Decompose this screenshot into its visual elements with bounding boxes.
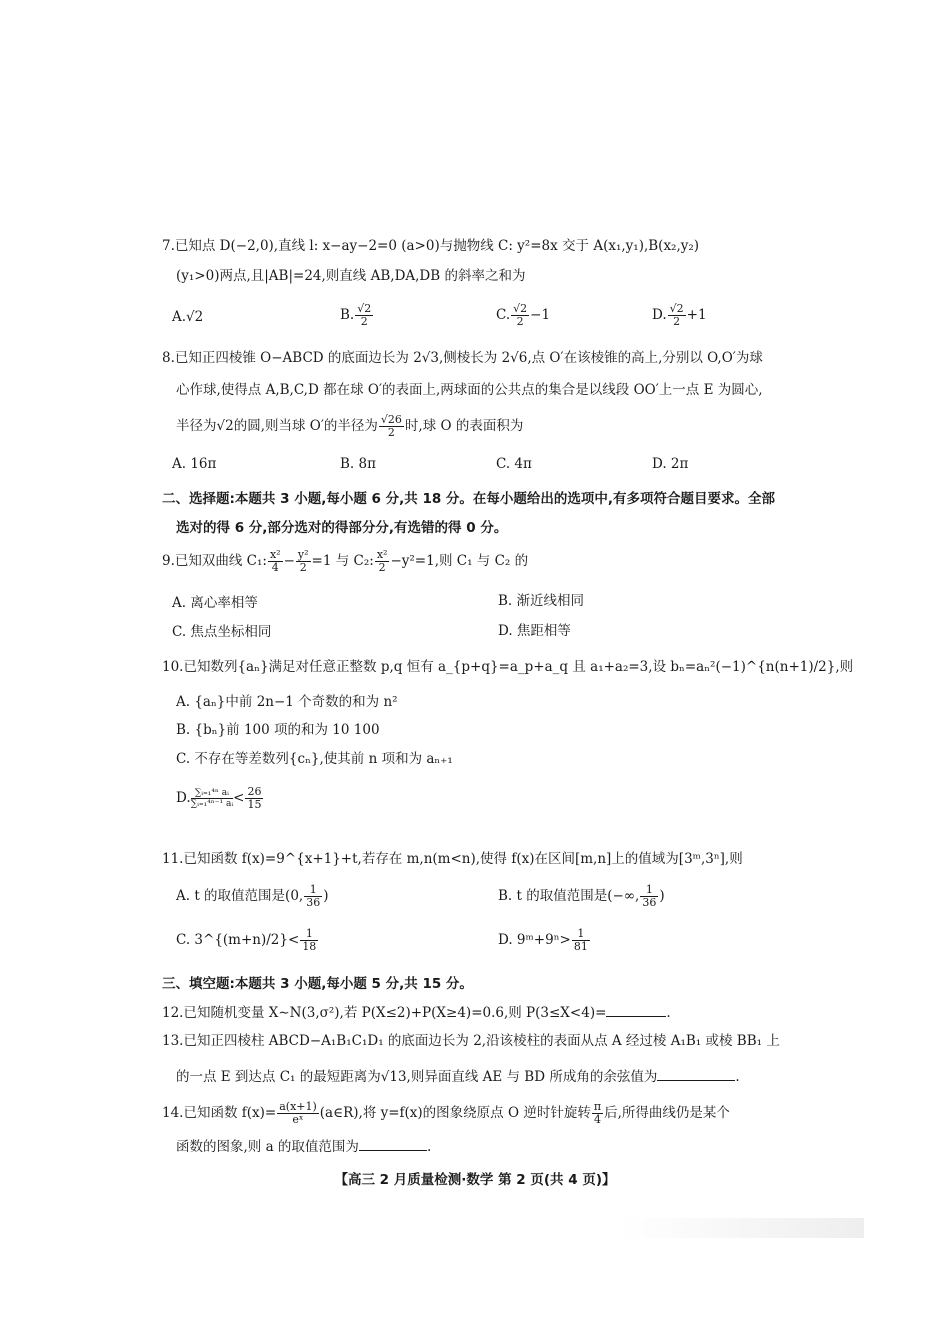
q9-frac-1: $\frac{\text{x²}}{4}$ (269, 548, 281, 574)
q9-option-c: C. 焦点坐标相同 (172, 624, 272, 640)
q9-frac-3: $\frac{\text{x²}}{2}$ (376, 548, 388, 574)
scan-shadow (620, 1218, 864, 1238)
q13-line2: 的一点 E 到达点 C₁ 的最短距离为√13,则异面直线 AE 与 BD 所成角的余弦值为 . (176, 1066, 816, 1086)
q7-d-fraction: $\frac{√2}{2}$ (669, 302, 684, 328)
q8-line3: 半径为√2的圆,则当球 O′的半径为 $\frac{√26}{2}$ 时,球 O 的表面积为 (176, 413, 524, 439)
section-3-header: 三、填空题:本题共 3 小题,每小题 5 分,共 15 分。 (162, 976, 473, 992)
q11-option-a: A. t 的取值范围是(0, $\frac{1}{36}$ ) (176, 883, 329, 909)
q7-c-label: C. (496, 307, 511, 323)
q10-option-b: B. {bₙ}前 100 项的和为 10 100 (176, 722, 380, 738)
q14-line2: 函数的图象,则 a 的取值范围为 . (176, 1136, 816, 1156)
q11-option-d: D. 9ᵐ+9ⁿ> $\frac{1}{81}$ (498, 927, 588, 953)
q7-option-b (340, 303, 374, 328)
section-2-header-line1: 二、选择题:本题共 3 小题,每小题 6 分,共 18 分。在每小题给出的选项中,有多项符合题目要求。全部 (162, 491, 776, 507)
q12-stem: 12.已知随机变量 X∼N(3,σ²),若 P(X≤2)+P(X≥4)=0.6,则 P(3≤X<4)= . (162, 1002, 802, 1022)
q8-radius-fraction: $\frac{√26}{2}$ (380, 413, 402, 439)
q11-option-b: B. t 的取值范围是(−∞, $\frac{1}{36}$ ) (498, 883, 665, 909)
page-footer: 【高三 2 月质量检测·数学 第 2 页(共 4 页)】 (334, 1172, 616, 1188)
q7-b-fraction: $\frac{√2}{2}$ (357, 302, 372, 328)
q10-stem: 10.已知数列{aₙ}满足对任意正整数 p,q 恒有 a_{p+q}=a_p+a_q 且 a₁+a₂=3,设 bₙ=aₙ²(−1)^{n(n+1)/2},则 (162, 659, 854, 675)
q14-line1: 14.已知函数 f(x)= $\frac{a(x+1)}{\text{eˣ}}$ (a∈R),将 y=f(x)的图象绕原点 O 逆时针旋转 $\frac{\pi}{4}$ 后,所得曲线仍是某个 (162, 1100, 730, 1126)
q14-answer-blank[interactable] (359, 1136, 427, 1151)
q11-a-fraction: $\frac{1}{36}$ (306, 883, 321, 909)
q11-d-fraction: $\frac{1}{81}$ (573, 927, 588, 953)
q12-answer-blank[interactable] (606, 1002, 666, 1017)
q10-option-a: A. {aₙ}中前 2n−1 个奇数的和为 n² (176, 694, 398, 710)
q10-option-d: D. $\frac{\text{∑ᵢ₌₁⁴ⁿ aᵢ}}{\text{∑ᵢ₌₁⁴ⁿ⁻¹ aᵢ}}$ < $\frac{26}{15}$ (176, 785, 262, 811)
q11-stem: 11.已知函数 f(x)=9^{x+1}+t,若存在 m,n(m<n),使得 f(x)在区间[m,n]上的值域为[3ᵐ,3ⁿ],则 (162, 851, 743, 867)
q11-b-fraction: $\frac{1}{36}$ (642, 883, 657, 909)
q9-stem: 9.已知双曲线 C₁: $\frac{\text{x²}}{4}$ − $\frac{\text{y²}}{2}$ =1 与 C₂: $\frac{\text{x²}}{2}$ −y²=1,则 C₁ 与 C₂ 的 (162, 548, 529, 574)
q9-option-b: B. 渐近线相同 (498, 593, 585, 609)
q9-frac-2: $\frac{\text{y²}}{2}$ (297, 548, 309, 574)
q8-line2: 心作球,使得点 A,B,C,D 都在球 O′的表面上,两球面的公共点的集合是以线段 OO′上一点 E 为圆心, (176, 382, 763, 398)
q7-line2: (y₁>0)两点,且|AB|=24,则直线 AB,DA,DB 的斜率之和为 (176, 268, 526, 284)
q8-option-c: C. 4π (496, 456, 532, 472)
q13-answer-blank[interactable] (657, 1066, 735, 1081)
q10-d-fraction: $\frac{26}{15}$ (247, 785, 262, 811)
q8-option-d: D. 2π (652, 456, 689, 472)
q14-function-fraction: $\frac{a(x+1)}{\text{eˣ}}$ (279, 1100, 317, 1126)
q9-option-a: A. 离心率相等 (172, 595, 258, 611)
section-2-header-line2: 选对的得 6 分,部分选对的得部分分,有选错的得 0 分。 (176, 520, 508, 536)
q7-b-label: B. (340, 307, 355, 323)
q7-option-a: A.√2 (172, 309, 204, 325)
q11-c-fraction: $\frac{1}{18}$ (302, 927, 317, 953)
q10-d-sum-ratio: $\frac{\text{∑ᵢ₌₁⁴ⁿ aᵢ}}{\text{∑ᵢ₌₁⁴ⁿ⁻¹ aᵢ}}$ (190, 788, 234, 809)
q7-c-fraction: $\frac{√2}{2}$ (513, 302, 528, 328)
q7-option-d: D. $\frac{√2}{2}$ +1 (652, 302, 707, 328)
q8-line1: 8.已知正四棱锥 O−ABCD 的底面边长为 2√3,侧棱长为 2√6,点 O′在该棱锥的高上,分别以 O,O′为球 (162, 350, 763, 366)
q7-option-c: C. $\frac{√2}{2}$ −1 (496, 302, 551, 328)
q8-option-a: A. 16π (172, 456, 217, 472)
q11-option-c: C. 3^{(m+n)/2}< $\frac{1}{18}$ (176, 927, 317, 953)
q7-d-label: D. (652, 307, 667, 323)
q14-angle-fraction: $\frac{\pi}{4}$ (593, 1100, 602, 1126)
q8-option-b: B. 8π (340, 456, 376, 472)
q13-line1: 13.已知正四棱柱 ABCD−A₁B₁C₁D₁ 的底面边长为 2,沿该棱柱的表面从点 A 经过棱 A₁B₁ 或棱 BB₁ 上 (162, 1033, 780, 1049)
q10-option-c: C. 不存在等差数列{cₙ},使其前 n 项和为 aₙ₊₁ (176, 751, 453, 767)
q9-option-d: D. 焦距相等 (498, 623, 571, 639)
q7-line1: 7.已知点 D(−2,0),直线 l: x−ay−2=0 (a>0)与抛物线 C: y²=8x 交于 A(x₁,y₁),B(x₂,y₂) (162, 238, 700, 254)
